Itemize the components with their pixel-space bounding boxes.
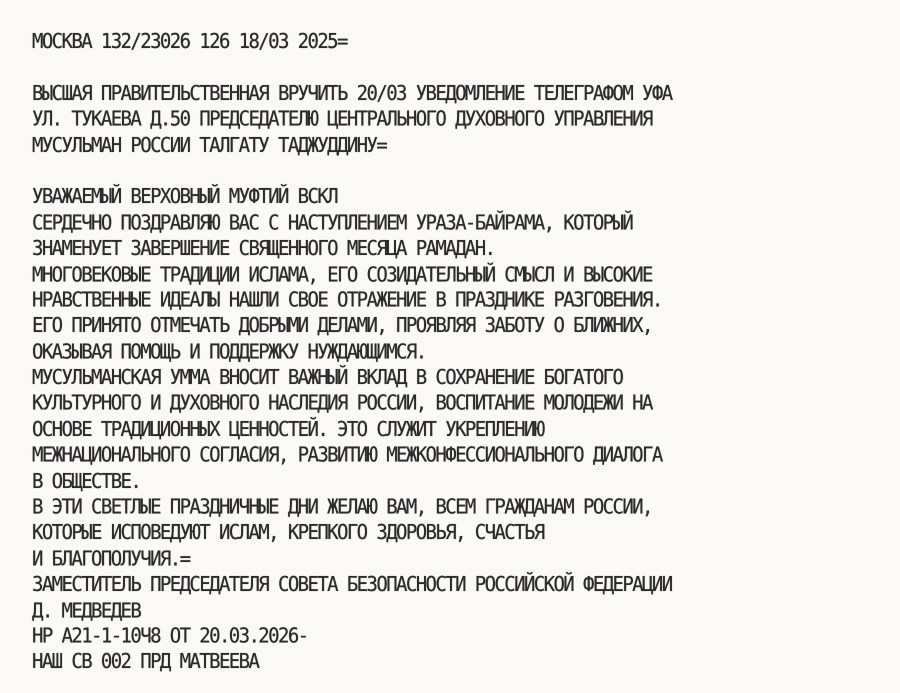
signatory-name: Д. МЕДВЕДЕВ — [32, 598, 141, 623]
body-line: ЕГО ПРИНЯТО ОТМЕЧАТЬ ДОБРЫМИ ДЕЛАМИ, ПРОЯВЛЯЯ ЗАБОТУ О БЛИЖНИХ, — [32, 314, 652, 338]
telegram-text — [32, 29, 882, 675]
body-line: ОКАЗЫВАЯ ПОМОЩЬ И ПОДДЕРЖКУ НУЖДАЮЩИМСЯ. — [32, 340, 426, 364]
service-footer — [32, 624, 882, 676]
body-line: МЕЖНАЦИОНАЛЬНОГО СОГЛАСИЯ, РАЗВИТИЮ МЕЖКОНФЕССИОНАЛЬНОГО ДИАЛОГА — [32, 443, 662, 468]
service-line: НР А21-1-10Ч8 ОТ 20.03.2026- — [32, 624, 308, 649]
spacer — [32, 158, 882, 184]
body-line: МУСУЛЬМАНСКАЯ УММА ВНОСИТ ВАЖНЫЙ ВКЛАД В СОХРАНЕНИЕ БОГАТОГО — [32, 366, 623, 390]
body-line: НРАВСТВЕННЫЕ ИДЕАЛЫ НАШЛИ СВОЕ ОТРАЖЕНИЕ В ПРАЗДНИКЕ РАЗГОВЕНИЯ. — [32, 288, 662, 312]
address-line: УЛ. ТУКАЕВА Д.50 ПРЕДСЕДАТЕЛЮ ЦЕНТРАЛЬНОГО ДУХОВНОГО УПРАВЛЕНИЯ — [32, 107, 652, 131]
signatory-title: ЗАМЕСТИТЕЛЬ ПРЕДСЕДАТЕЛЯ СОВЕТА БЕЗОПАСНОСТИ РОССИЙСКОЙ ФЕДЕРАЦИИ — [32, 572, 672, 597]
address-line: МУСУЛЬМАН РОССИИ ТАЛГАТУ ТАДЖУДДИНУ= — [32, 133, 387, 157]
body-line: МНОГОВЕКОВЫЕ ТРАДИЦИИ ИСЛАМА, ЕГО СОЗИДАТЕЛЬНЫЙ СМЫСЛ И ВЫСОКИЕ — [32, 262, 652, 287]
spacer — [32, 55, 882, 81]
body-line: В ОБЩЕСТВЕ. — [32, 469, 141, 493]
address-line: ВЫСШАЯ ПРАВИТЕЛЬСТВЕННАЯ ВРУЧИТЬ 20/03 УВЕДОМЛЕНИЕ ТЕЛЕГРАФОМ УФА — [32, 81, 672, 106]
body-line: ЗНАМЕНУЕТ ЗАВЕРШЕНИЕ СВЯЩЕННОГО МЕСЯЦА РАМАДАН. — [32, 236, 495, 261]
salutation: УВАЖАЕМЫЙ ВЕРХОВНЫЙ МУФТИЙ ВСКЛ — [32, 185, 338, 209]
telegram-header: МОСКВА 132/23026 126 18/03 2025= — [32, 30, 347, 54]
body-line: КУЛЬТУРНОГО И ДУХОВНОГО НАСЛЕДИЯ РОССИИ, ВОСПИТАНИЕ МОЛОДЕЖИ НА — [32, 392, 652, 416]
body-line: КОТОРЫЕ ИСПОВЕДУЮТ ИСЛАМ, КРЕПКОГО ЗДОРОВЬЯ, СЧАСТЬЯ — [32, 521, 544, 545]
body-line: СЕРДЕЧНО ПОЗДРАВЛЯЮ ВАС С НАСТУПЛЕНИЕМ УРАЗА-БАЙРАМА, КОТОРЫЙ — [32, 211, 633, 235]
service-line: НАШ СВ 002 ПРД МАТВЕЕВА — [32, 650, 259, 674]
body-line: И БЛАГОПОЛУЧИЯ.= — [32, 547, 190, 571]
message-body — [32, 184, 882, 624]
body-line: ОСНОВЕ ТРАДИЦИОННЫХ ЦЕННОСТЕЙ. ЭТО СЛУЖИТ УКРЕПЛЕНИЮ — [32, 417, 544, 442]
body-line: В ЭТИ СВЕТЛЫЕ ПРАЗДНИЧНЫЕ ДНИ ЖЕЛАЮ ВАМ, ВСЕМ ГРАЖДАНАМ РОССИИ, — [32, 495, 652, 519]
address-block — [32, 81, 882, 159]
